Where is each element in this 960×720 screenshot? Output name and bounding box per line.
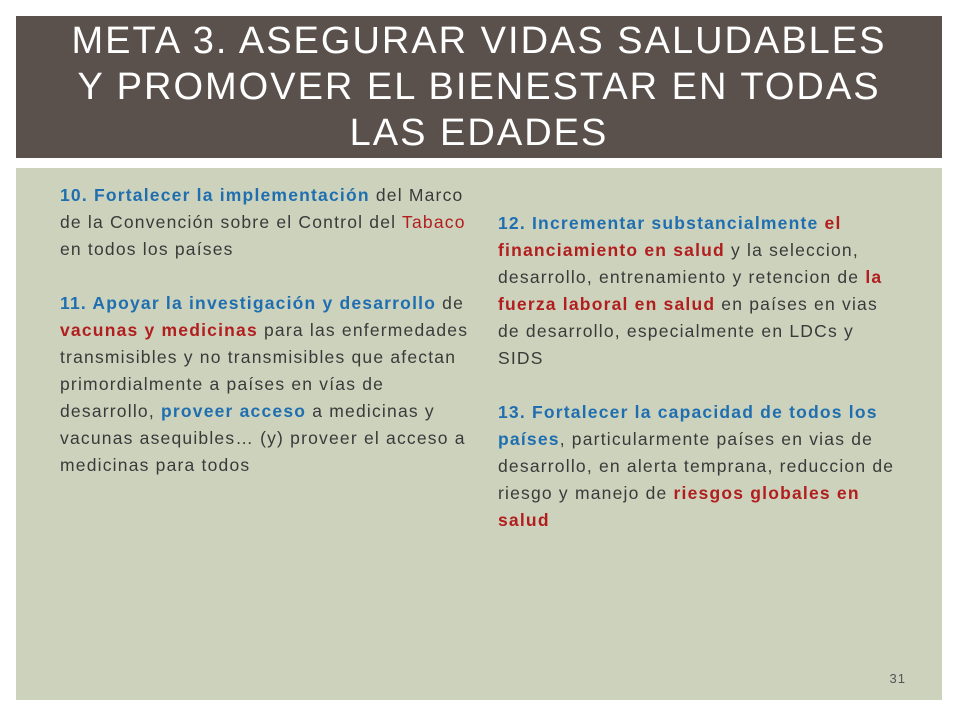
- target-11-emphasis-2: proveer acceso: [160, 401, 307, 421]
- target-11-lead: 11. Apoyar la investigación y desarrollo: [60, 293, 437, 313]
- target-13-lead: 13. Fortalecer la capacidad de todos los países: [498, 402, 878, 449]
- target-13-text-1: , particularmente países en vias de desarrollo, en alerta temprana, reduccion de riesgo y manejo de: [498, 429, 895, 503]
- target-10: [60, 182, 472, 263]
- target-11-text-2: para las enfermedades transmisibles y no transmisibles que afectan primordialmente a países en vías de desarrollo,: [60, 320, 469, 421]
- target-12-text-1: y la seleccion, desarrollo, entrenamiento y retencion de: [498, 240, 866, 287]
- target-10-text-2: en todos los países: [60, 239, 234, 259]
- title-bar: [16, 16, 942, 158]
- left-column: [60, 182, 472, 479]
- target-13: [498, 399, 898, 534]
- target-12-emphasis-2: la fuerza laboral en salud: [498, 267, 883, 314]
- target-12-emphasis-1: el financiamiento en salud: [498, 213, 842, 260]
- target-12-text-2: en países en vias de desarrollo, especialmente en LDCs y SIDS: [498, 294, 878, 368]
- target-11-emphasis-1: vacunas y medicinas: [60, 320, 258, 340]
- page-number: 31: [889, 671, 906, 686]
- target-13-emphasis: riesgos globales en salud: [498, 483, 860, 530]
- page-title: META 3. ASEGURAR VIDAS SALUDABLES Y PROMOVER EL BIENESTAR EN TODAS LAS EDADES: [71, 20, 887, 154]
- target-10-text-1: del Marco de la Convención sobre el Control del: [60, 185, 464, 232]
- target-10-lead: 10. Fortalecer la implementación: [60, 185, 370, 205]
- target-11-text-1: de: [436, 293, 465, 313]
- target-11: [60, 290, 472, 479]
- target-10-emphasis: Tabaco: [402, 212, 466, 232]
- target-12: [498, 210, 898, 372]
- content-panel: [16, 168, 942, 700]
- right-column: [498, 210, 898, 534]
- target-12-lead: 12. Incrementar substancialmente: [498, 213, 819, 233]
- target-11-text-3: a medicinas y vacunas asequibles… (y) proveer el acceso a medicinas para todos: [60, 401, 466, 475]
